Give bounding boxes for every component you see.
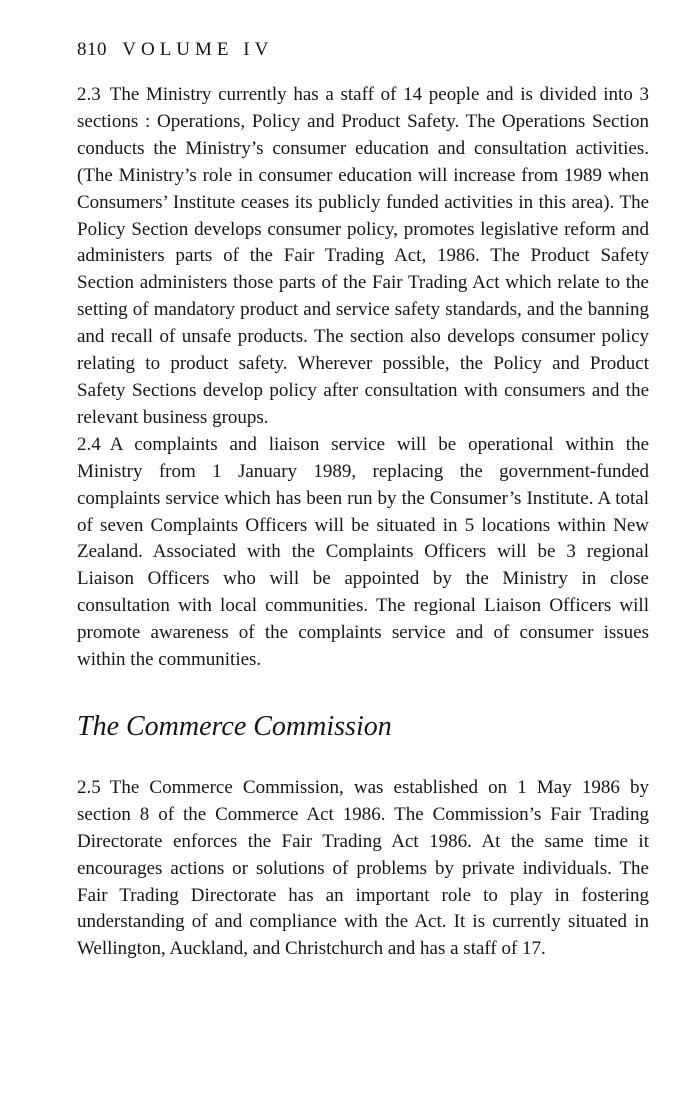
paragraph-number: 2.3 [77,84,101,105]
paragraph-2-5 [77,775,649,963]
paragraph-number: 2.4 [77,433,101,455]
running-header [77,36,649,64]
paragraph-text: A complaints and liaison service will be operational within the Ministry from 1 January 1989, replacing the government-funded complaints service which has been run by the Consumer’s Institute. A total of seven Complaints Officers will be situated in 5 locations within New Zealand. Associated with the Complaints Officers will be 3 regional Liaison Officers who will be appointed by the Ministry in close consultation with local communities. The regional Liaison Officers will promote awareness of the complaints service and of consumer issues within the communities. [77,433,649,671]
page-number: 810 [77,39,107,60]
paragraph-2-4 [77,432,649,674]
section-heading: The Commerce Commission [77,710,392,742]
paragraph-text: The Ministry currently has a staff of 14 people and is divided into 3 sections : Operations, Policy and Product Safety. The Operations Section conducts the Ministry’s consumer education and consultation activities. (The Ministry’s role in consumer education will increase from 1989 when Consumers’ Institute ceases its publicly funded activities in this area). The Policy Section develops consumer policy, promotes legislative reform and administers parts of the Fair Trading Act, 1986. The Product Safety Section administers those parts of the Fair Trading Act which relate to the setting of mandatory product and service safety standards, and the banning and recall of unsafe products. The section also develops consumer policy relating to product safety. Wherever possible, the Policy and Product Safety Sections develop policy after consultation with consumers and the relevant business groups. [77,84,649,428]
paragraph-text: The Commerce Commission, was established on 1 May 1986 by section 8 of the Commerce Act 1986. The Commission’s Fair Trading Directorate enforces the Fair Trading Act 1986. At the same time it encourages actions or solutions of problems by private individuals. The Fair Trading Directorate has an important role to play in fostering understanding of and compliance with the Act. It is currently situated in Wellington, Auckland, and Christchurch and has a staff of 17. [77,776,649,960]
document-page [77,36,649,963]
paragraph-number: 2.5 [77,776,101,798]
paragraph-2-3 [77,82,649,432]
volume-label: VOLUME IV [122,39,274,60]
